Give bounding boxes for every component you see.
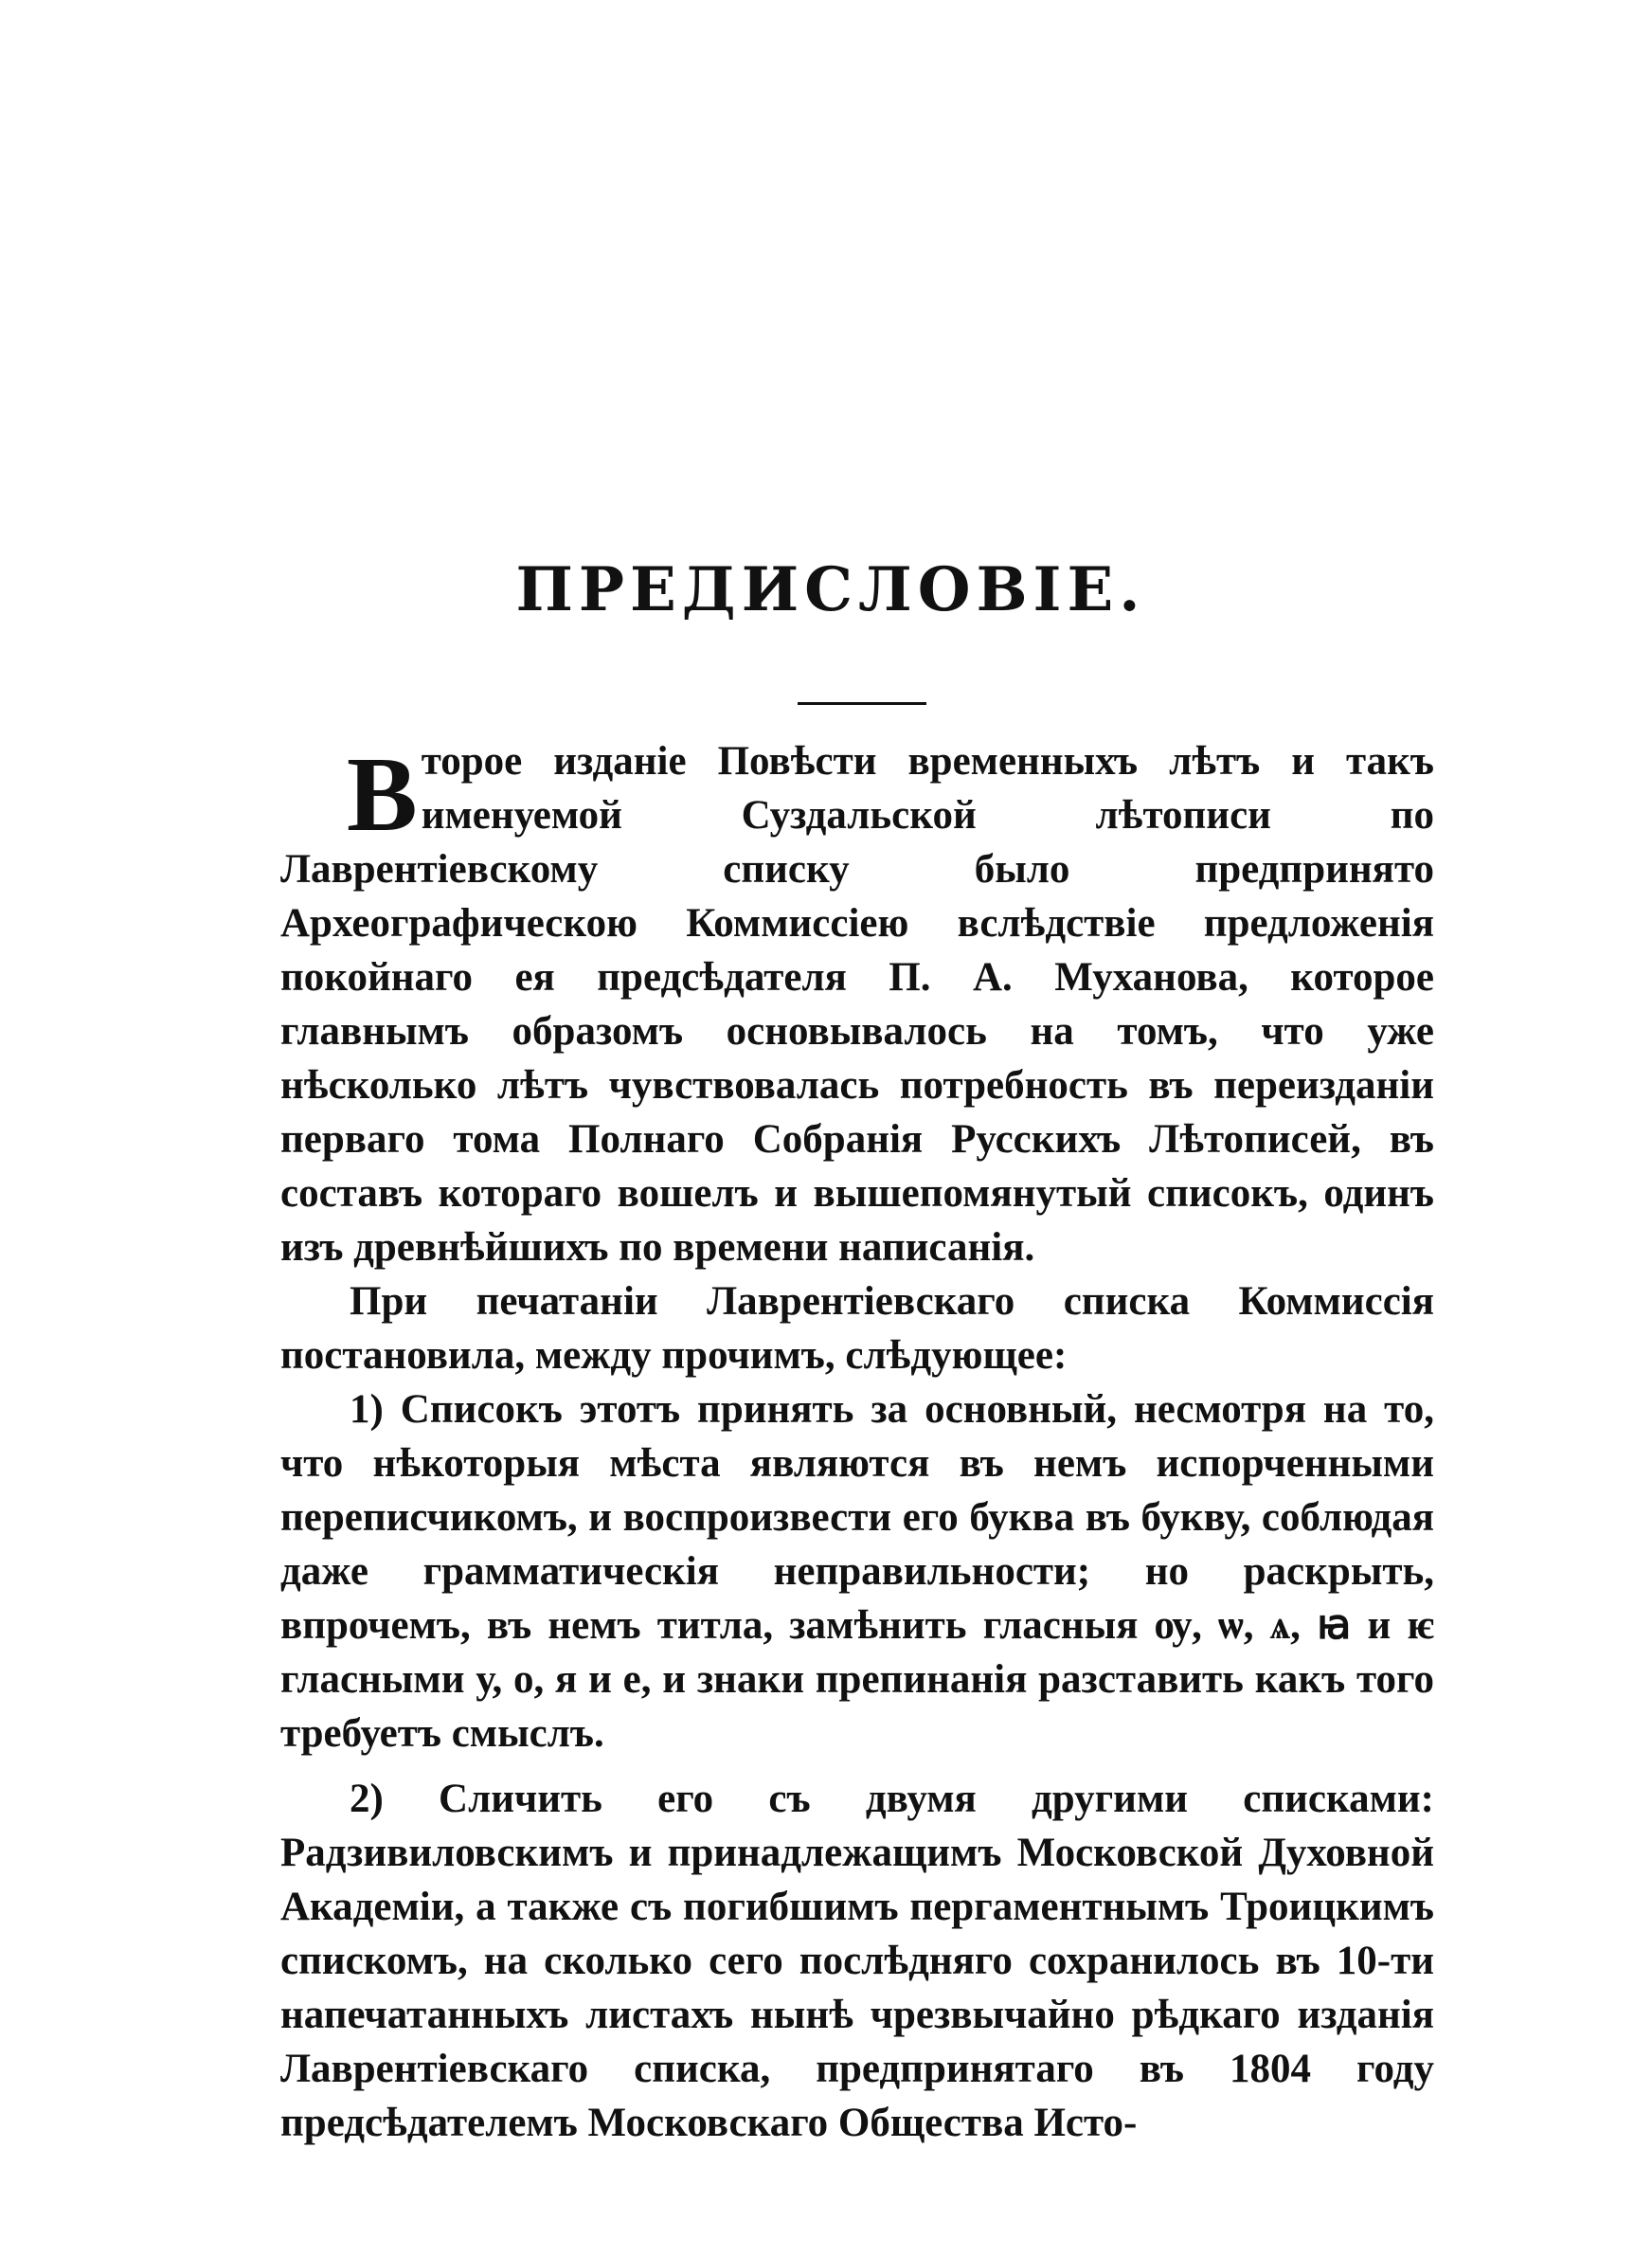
paragraph-2: При печатаніи Лаврентіевскаго списка Коммиссія постановила, между прочимъ, слѣдующее: [280,1279,1434,1378]
preface-body [280,734,1434,2150]
paragraph-1 [280,734,1434,1274]
paragraph-4: 2) Сличить его съ двумя другими списками: Радзивиловскимъ и принадлежащимъ Московской Духовной Академіи, а также съ погибшимъ пергаментнымъ Троицкимъ спискомъ, на сколько сего послѣдняго сохранилось въ 10-ти напечатанныхъ листахъ нынѣ чрезвычайно рѣдкаго изданія Лаврентіевскаго списка, предпринятаго въ 1804 году предсѣдателемъ Московскаго Общества Исто- [280,1777,1434,2145]
title-divider [798,702,926,705]
drop-cap: В [347,736,418,854]
paragraph-gap [280,1760,1434,1772]
paragraph-1-text: торое изданіе Повѣсти временныхъ лѣтъ и такъ именуемой Суздальской лѣтописи по Лаврентіевскому списку было предпринято Археографическою Коммиссіею вслѣдствіе предложенія покойнаго ея предсѣдателя П. А. Муханова, которое главнымъ образомъ основывалось на томъ, что уже нѣсколько лѣтъ чувствовалась потребность въ переизданіи перваго тома Полнаго Собранія Русскихъ Лѣтописей, въ составъ котораго вошелъ и вышепомянутый списокъ, одинъ изъ древнѣйшихъ по времени написанія. [280,739,1434,1270]
page-title: ПРЕДИСЛОВІЕ. [515,554,1146,625]
paragraph-3: 1) Списокъ этотъ принять за основный, несмотря на то, что нѣкоторыя мѣста являются въ немъ испорченными переписчикомъ, и воспроизвести его буква въ букву, соблюдая даже грамматическія неправильности; но раскрыть, впрочемъ, въ немъ титла, замѣнить гласныя ѹ, ѡ, ѧ, ꙗ и ѥ гласными у, о, я и е, и знаки препинанія разставить какъ того требуетъ смыслъ. [280,1387,1434,1756]
